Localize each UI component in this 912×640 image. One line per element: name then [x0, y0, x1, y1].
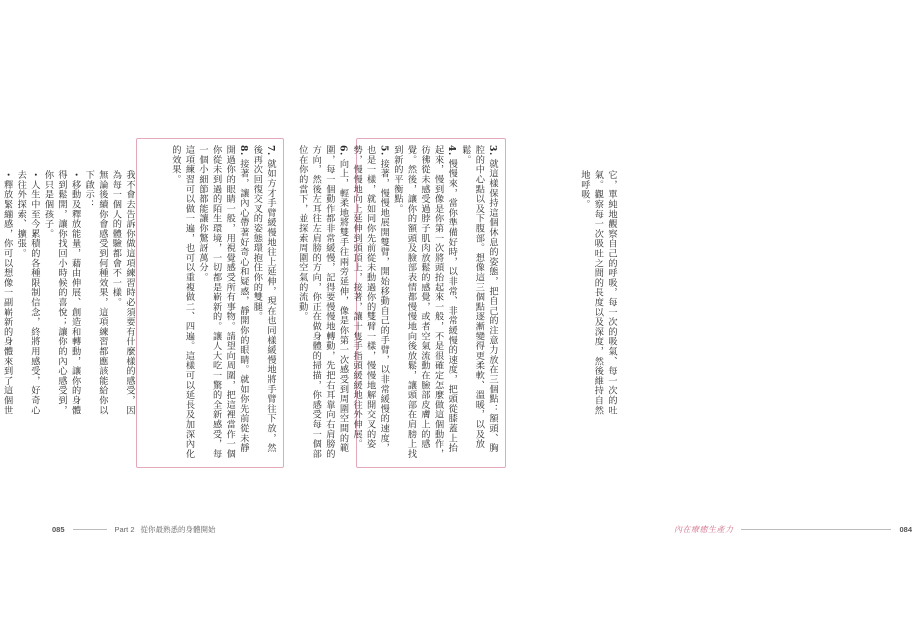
right-body-text: [512, 170, 618, 422]
step-text: 就如方才手臂緩慢地往上延伸，現在也同樣緩慢地將手臂往下放，然後再次回復交叉的姿態環抱住你的雙腿。: [251, 145, 276, 453]
bullet-icon: ・: [28, 170, 40, 180]
left-body-text: [1, 170, 136, 422]
left-body-bullet-2: [15, 170, 40, 415]
step-text: 慢慢來，當你準備好時，以非常、非常緩慢的速度，把頭從膝蓋上抬起來，慢到像是你第一次將頭抬起來一般，不是很確定怎麼做這個動作，彷彿從未感受過脖子肌肉放鬆的感覺，或者空氣流動在臉部皮膚上的感覺。然後，讓你的額頭及臉部表情都慢慢地向後放鬆，讓頭部在肩膀上找到新的平衡點。: [391, 145, 458, 459]
left-body-bullet-2-text: 人生中至今累積的各種限制信念，終將用感受，好奇心去往外探索、擴張。: [15, 170, 40, 416]
step-text: 向上，輕柔地將雙手往兩旁延伸，像是你第一次感受到周圍空間的範圍，每一個動作都非常緩慢，記得要慢慢地轉動，先把右耳靠向右肩膀的方向，然後左耳往左肩膀的方向，你正在做身體的掃描，你感受每一個部位在你的當下，並探索周圍空氣的流動。: [296, 145, 349, 459]
step-number: 6.: [337, 145, 349, 156]
bullet-icon: ・: [69, 170, 81, 180]
footer-rule: [741, 529, 891, 530]
step-number: 7.: [265, 145, 276, 156]
left-body-bullet-1: [42, 170, 80, 415]
step-number: 4.: [446, 145, 458, 156]
step-number: 5.: [378, 145, 390, 156]
step-number: 8.: [237, 145, 249, 156]
chapter-title: 從你最熟悉的身體開始: [140, 524, 216, 534]
left-page: [0, 0, 320, 640]
brand-logo-text: 內在療癒生產力: [673, 524, 734, 534]
right-body-para-1: 它，單純地觀察自己的呼吸，每一次的吸氣、每一次的吐氣。觀察每一次吸吐之間的長度以及深度，然後維持自然地呼吸。: [578, 170, 617, 415]
left-body-para-1: 我不會去告訴你做這項練習時必須要有什麼樣的感受，因為每一個人的體驗都會不一樣。: [110, 170, 135, 415]
page-number: 084: [899, 524, 912, 534]
left-body-bullet-3: [0, 170, 13, 415]
step-text: 接著，讓內心帶著好奇心和疑惑，靜開你的眼睛。就如你先前從未靜開過你的眼睛一般，用視覺感受所有事物。請望向周圍，把這裡當作一個你從未到過的陌生環境，一切都是嶄新的。讓人大吃一驚的全新感受，每一個小細節都能讓你驚訝萬分。: [197, 145, 249, 459]
footer-rule: [73, 529, 107, 530]
left-footer: [52, 522, 282, 536]
right-exercise-text: [296, 145, 499, 461]
right-page: [296, 0, 912, 640]
step-text: 接著，慢慢地展開雙臂，開始移動自己的手臂，以非常緩慢的速度，也是一樣，就如同你先前從未動過你的雙臂一樣，慢慢地解開交叉的姿勢，慢慢地向上延伸到頭頂上，接著，讓十隻手指頭緩緩地往外伸展。: [351, 145, 390, 453]
step-text: 就這樣保持這個休息的姿態，把自己的注意力放在三個點：額頭、胸腔的中心點以及下腹部。想像這三個點逐漸變得更柔軟、溫暖，以及放鬆。: [459, 145, 498, 453]
left-body-para-2: 無論後續你會感受到何種效果，這項練習都應該能給你以下啟示：: [83, 170, 108, 415]
exercise-note: 這項練習可以做一遍，也可以重複做二、四遍。這樣可以延長及加深內化的效果。: [169, 145, 195, 459]
page-number: 085: [52, 524, 65, 534]
right-footer: [672, 522, 912, 536]
left-body-bullet-1-text: 移動及釋放能量，藉由伸展、創造和轉動，讓你的身體得到鬆開，讓你找回小時候的喜悅；讓你的內心感受到，你只是個孩子。: [42, 170, 81, 416]
bullet-icon: ・: [1, 170, 13, 180]
part-label: Part 2: [114, 524, 135, 534]
left-exercise-box: [136, 138, 284, 468]
left-body-bullet-3-text: 釋放緊繃感，你可以想像一副嶄新的身體來到了這個世: [1, 179, 13, 416]
step-number: 3.: [487, 145, 498, 156]
right-exercise-box: [296, 138, 506, 468]
left-exercise-text: [141, 145, 277, 461]
